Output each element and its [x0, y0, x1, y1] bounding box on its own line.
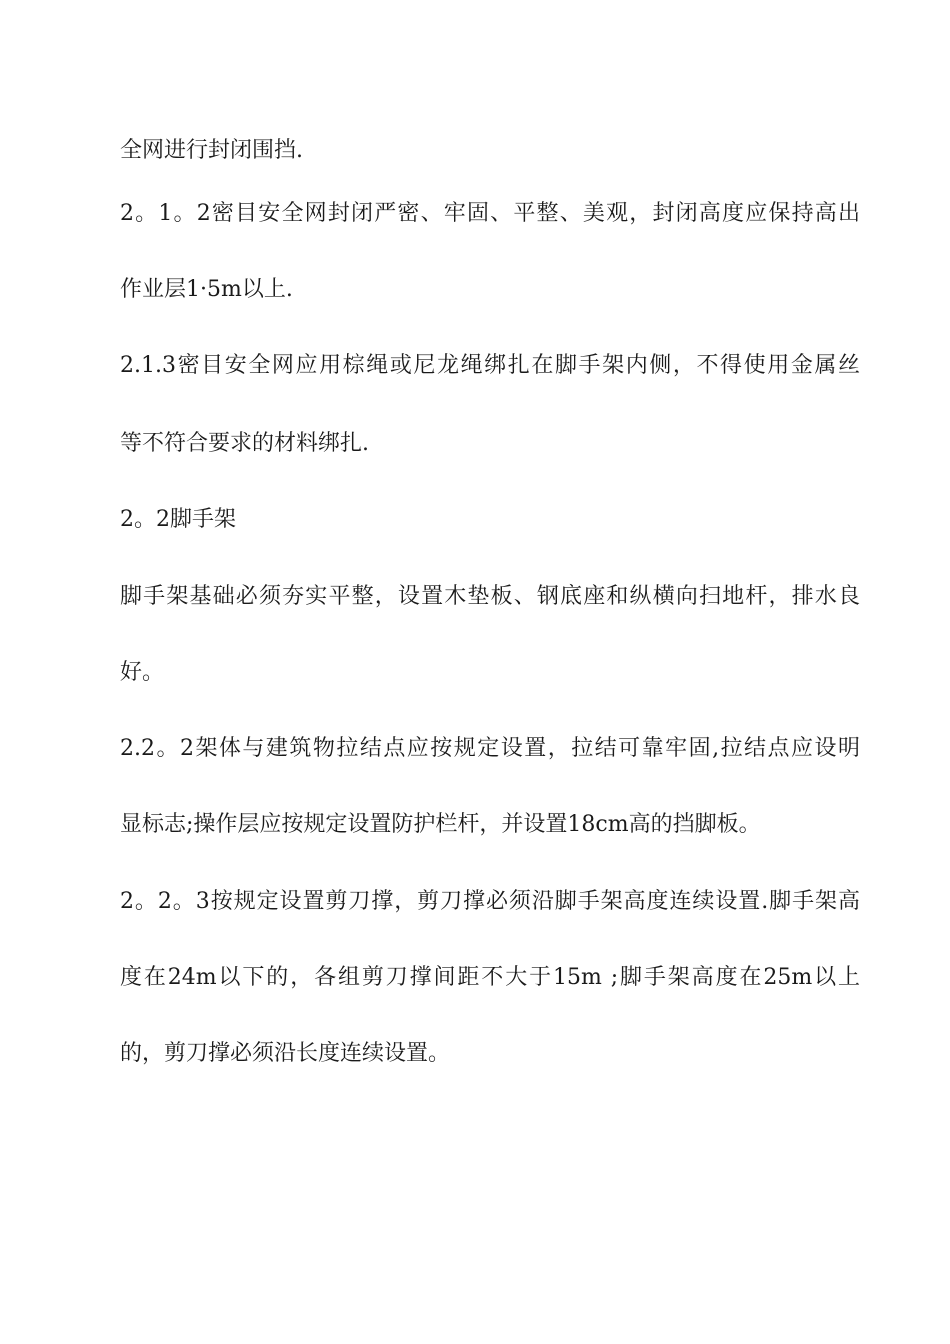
- text-line-13: 的，剪刀撑必须沿长度连续设置。: [120, 1041, 451, 1066]
- text-line-3: 作业层1·5m以上.: [120, 277, 293, 302]
- text-line-7: 脚手架基础必须夯实平整，设置木垫板、钢底座和纵横向扫地杆，排水良: [120, 584, 860, 609]
- text-line-2: 2。1。2密目安全网封闭严密、牢固、平整、美观，封闭高度应保持高出: [120, 201, 860, 226]
- text-line-4: 2.1.3密目安全网应用棕绳或尼龙绳绑扎在脚手架内侧，不得使用金属丝: [120, 353, 860, 378]
- text-line-8: 好。: [120, 660, 165, 685]
- section-heading: 2。2脚手架: [120, 507, 236, 532]
- text-line-12: 度在24m以下的，各组剪刀撑间距不大于15m ;脚手架高度在25m以上: [120, 965, 860, 990]
- text-line-1: 全网进行封闭围挡.: [120, 138, 303, 163]
- text-line-11: 2。2。3按规定设置剪刀撑，剪刀撑必须沿脚手架高度连续设置.脚手架高: [120, 889, 860, 914]
- text-line-5: 等不符合要求的材料绑扎.: [120, 431, 369, 456]
- text-line-9: 2.2。2架体与建筑物拉结点应按规定设置，拉结可靠牢固,拉结点应设明: [120, 736, 860, 761]
- text-line-10: 显标志;操作层应按规定设置防护栏杆，并设置18cm高的挡脚板。: [120, 812, 761, 837]
